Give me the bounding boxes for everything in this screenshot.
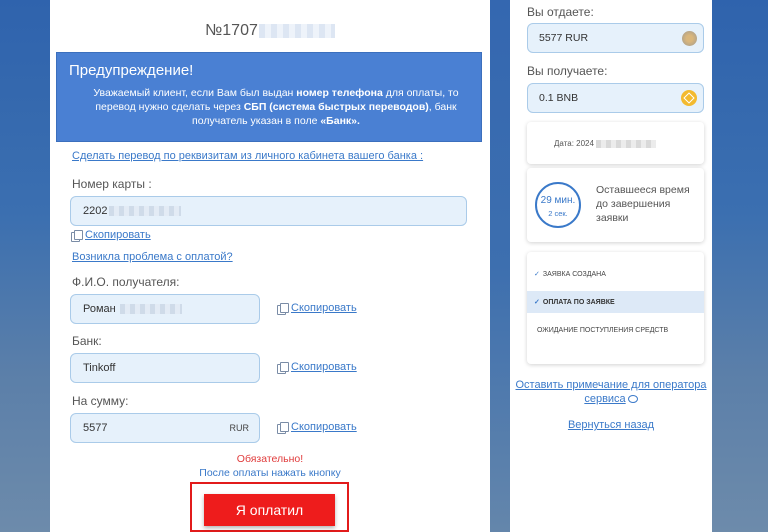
amount-field[interactable] xyxy=(70,413,260,443)
operator-note-link[interactable]: Оставить примечание для оператора сервиса xyxy=(515,379,707,405)
after-payment-notice: После оплаты нажать кнопку xyxy=(199,467,341,479)
status-steps xyxy=(527,252,704,364)
payment-panel xyxy=(50,0,490,532)
timer-seconds: 2 сек. xyxy=(548,209,568,218)
paid-button[interactable]: Я оплатил xyxy=(204,494,335,526)
copy-icon xyxy=(277,303,288,314)
receive-field[interactable] xyxy=(527,83,704,113)
back-link[interactable]: Вернуться назад xyxy=(567,419,655,431)
date-card xyxy=(527,122,704,164)
timer-card xyxy=(527,168,704,242)
check-icon: ✓ xyxy=(534,271,540,278)
payment-problem-link[interactable]: Возникла проблема с оплатой? xyxy=(72,251,233,263)
bank-value: Tinkoff xyxy=(83,362,116,374)
order-number-redacted xyxy=(259,24,335,38)
background-middle xyxy=(490,0,510,532)
recipient-redacted xyxy=(120,304,182,314)
step-payment: ✓ ОПЛАТА ПО ЗАЯВКЕ xyxy=(527,291,704,313)
timer-circle xyxy=(535,182,581,228)
background-left xyxy=(0,0,50,532)
card-number-redacted xyxy=(109,206,181,216)
copy-amount-button[interactable]: Скопировать xyxy=(277,421,357,433)
card-label: Номер карты : xyxy=(72,177,152,191)
chat-icon xyxy=(628,395,638,403)
check-icon: ✓ xyxy=(534,299,540,306)
card-number-value: 2202 xyxy=(83,205,108,217)
copy-recipient-button[interactable]: Скопировать xyxy=(277,302,357,314)
step-created: ✓ ЗАЯВКА СОЗДАНА xyxy=(534,270,606,278)
amount-unit: RUR xyxy=(229,423,249,433)
order-date: Дата: 2024 xyxy=(554,139,656,148)
recipient-field[interactable] xyxy=(70,294,260,324)
timer-text: Оставшееся время до завершения заявки xyxy=(596,184,690,224)
recipient-value: Роман xyxy=(83,303,116,315)
copy-bank-button[interactable]: Скопировать xyxy=(277,361,357,373)
amount-value: 5577 xyxy=(83,422,108,434)
timer-minutes: 29 мин. xyxy=(540,195,576,206)
give-value: 5577 RUR xyxy=(539,32,589,44)
give-field[interactable] xyxy=(527,23,704,53)
date-redacted xyxy=(596,140,656,148)
recipient-label: Ф.И.О. получателя: xyxy=(72,275,180,289)
rur-coin-icon xyxy=(682,31,697,46)
copy-card-button[interactable]: Скопировать xyxy=(71,229,151,241)
copy-icon xyxy=(277,362,288,373)
copy-icon xyxy=(277,422,288,433)
step-waiting: ОЖИДАНИЕ ПОСТУПЛЕНИЯ СРЕДСТВ xyxy=(537,326,669,334)
requisites-link[interactable]: Сделать перевод по реквизитам из личного кабинета вашего банка : xyxy=(72,150,424,162)
warning-box xyxy=(56,52,482,142)
exchange-panel xyxy=(510,0,712,532)
copy-icon xyxy=(71,230,82,241)
receive-value: 0.1 xyxy=(539,92,554,104)
bank-field[interactable] xyxy=(70,353,260,383)
card-number-field[interactable] xyxy=(70,196,467,226)
mandatory-notice: Обязательно! xyxy=(236,453,304,465)
warning-text: Уважаемый клиент, если Вам был выдан номер телефона для оплаты, то перевод нужно сделать через СБП (система быстрых переводов), банк получатель указан в поле «Банк». xyxy=(93,87,459,127)
bnb-coin-icon xyxy=(681,90,697,106)
receive-label: Вы получаете: xyxy=(527,64,608,78)
give-label: Вы отдаете: xyxy=(527,5,594,19)
amount-label: На сумму: xyxy=(72,394,129,408)
paid-button-highlight xyxy=(190,482,349,532)
warning-title: Предупреждение! xyxy=(69,62,194,79)
order-number: №1707 xyxy=(50,22,490,40)
receive-currency: BNB xyxy=(556,92,579,104)
bank-label: Банк: xyxy=(72,334,102,348)
background-right xyxy=(712,0,768,532)
